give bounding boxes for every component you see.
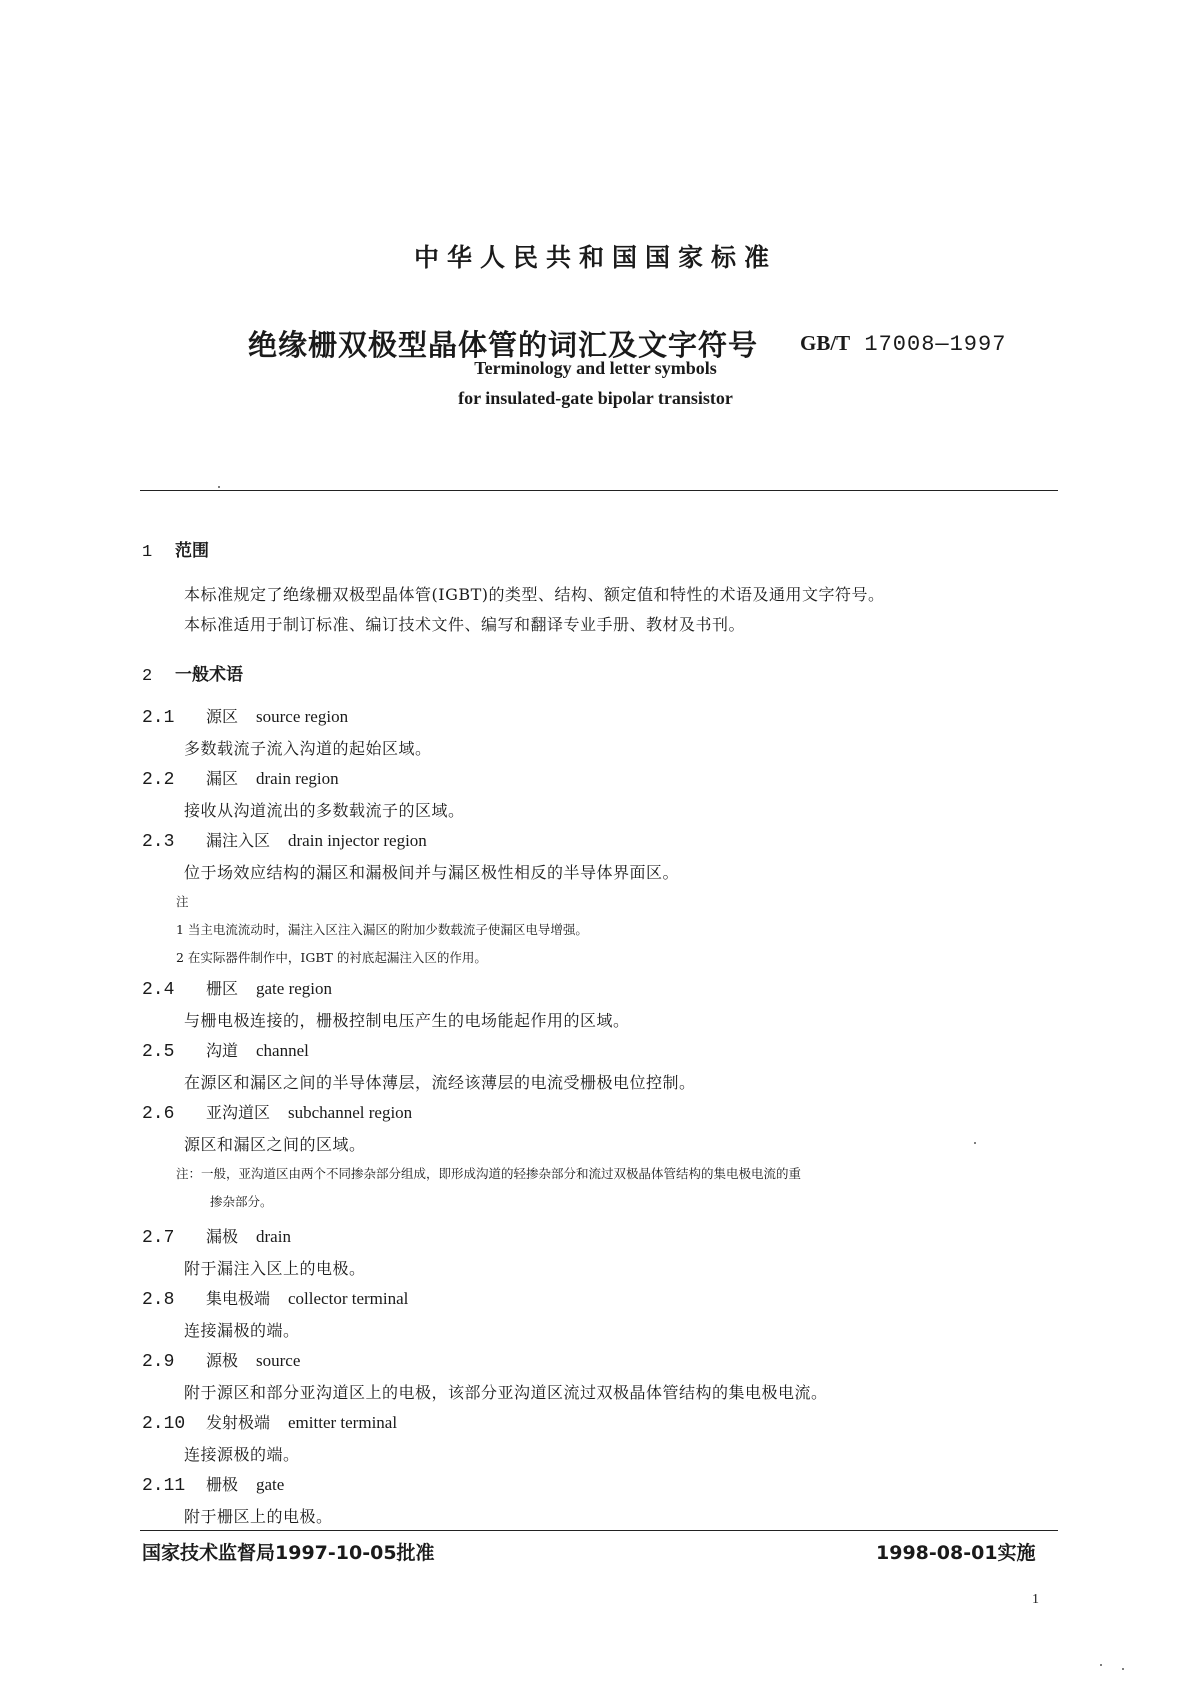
term-chinese: 源区 (206, 707, 239, 726)
term-definition: 源区和漏区之间的区域。 (184, 1135, 366, 1154)
note-item: 2 在实际器件制作中，IGBT 的衬底起漏注入区的作用。 (176, 950, 487, 965)
standard-title-chinese: 绝缘栅双极型晶体管的词汇及文字符号 (248, 328, 759, 362)
approval-date: 国家技术监督局1997-10-05批准 (142, 1542, 435, 1564)
scan-speck (1100, 1664, 1102, 1666)
term-definition: 位于场效应结构的漏区和漏极间并与漏区极性相反的半导体界面区。 (184, 863, 680, 882)
term-chinese: 发射极端 (206, 1413, 271, 1432)
scan-speck (1122, 1668, 1124, 1670)
note-item: 1 当主电流流动时，漏注入区注入漏区的附加少数载流子使漏区电导增强。 (176, 922, 588, 937)
standard-title-english-line2: for insulated-gate bipolar transistor (458, 388, 733, 408)
term-chinese: 栅区 (206, 979, 239, 998)
term-entry (142, 1348, 300, 1372)
term-definition: 与栅电极连接的，栅极控制电压产生的电场能起作用的区域。 (184, 1011, 630, 1030)
term-number: 2.1 (142, 708, 175, 728)
term-chinese: 漏区 (206, 769, 239, 788)
term-definition: 多数载流子流入沟道的起始区域。 (184, 739, 432, 758)
term-number: 2.4 (142, 980, 175, 1000)
scope-paragraph-2: 本标准适用于制订标准、编订技术文件、编写和翻译专业手册、教材及书刊。 (184, 615, 746, 634)
term-english: emitter terminal (288, 1413, 398, 1432)
scan-speck (974, 1142, 976, 1144)
standard-number (800, 331, 1006, 357)
standard-code: 17008—1997 (850, 332, 1007, 357)
term-definition: 连接漏极的端。 (184, 1321, 300, 1340)
term-definition: 在源区和漏区之间的半导体薄层，流经该薄层的电流受栅极电位控制。 (184, 1073, 696, 1092)
term-english: gate region (256, 979, 333, 998)
scan-speck (218, 486, 220, 488)
term-number: 2.2 (142, 770, 175, 790)
term-definition: 附于栅区上的电极。 (184, 1507, 333, 1526)
term-chinese: 亚沟道区 (206, 1103, 271, 1122)
term-english: subchannel region (288, 1103, 413, 1122)
note-line: 注：一般，亚沟道区由两个不同掺杂部分组成，即形成沟道的轻掺杂部分和流过双极晶体管结构的集电极电流的重 (176, 1166, 802, 1181)
standard-prefix: GB/T (800, 331, 851, 355)
page-number: 1 (1032, 1592, 1039, 1607)
term-chinese: 集电极端 (206, 1289, 271, 1308)
term-definition: 附于漏注入区上的电极。 (184, 1259, 366, 1278)
term-number: 2.5 (142, 1042, 175, 1062)
term-chinese: 栅极 (206, 1475, 239, 1494)
term-chinese: 漏极 (206, 1227, 239, 1246)
term-number: 2.7 (142, 1228, 175, 1248)
term-number: 2.3 (142, 832, 175, 852)
section-title: 范围 (175, 541, 209, 561)
term-number: 2.6 (142, 1104, 175, 1124)
scope-paragraph-1: 本标准规定了绝缘栅双极型晶体管(IGBT)的类型、结构、额定值和特性的术语及通用文字符号。 (184, 585, 885, 604)
term-definition: 连接源极的端。 (184, 1445, 300, 1464)
term-entry (142, 1100, 412, 1124)
term-entry (142, 828, 427, 852)
term-entry (142, 1038, 309, 1062)
section-title: 一般术语 (175, 665, 243, 685)
term-entry (142, 766, 339, 790)
section-number: 1 (142, 543, 153, 562)
section-heading-general-terms (142, 660, 243, 686)
effective-date: 1998-08-01实施 (876, 1542, 1036, 1564)
note-label: 注 (176, 894, 189, 909)
section-number: 2 (142, 667, 153, 686)
term-english: drain injector region (288, 831, 427, 850)
term-chinese: 沟道 (206, 1041, 239, 1060)
header-divider (140, 490, 1058, 491)
footer-divider (140, 1530, 1058, 1531)
term-definition: 接收从沟道流出的多数载流子的区域。 (184, 801, 465, 820)
term-definition: 附于源区和部分亚沟道区上的电极，该部分亚沟道区流过双极晶体管结构的集电极电流。 (184, 1383, 828, 1402)
term-english: source (256, 1351, 301, 1370)
term-number: 2.10 (142, 1414, 186, 1434)
standard-title-english-line1: Terminology and letter symbols (474, 358, 717, 378)
term-entry (142, 976, 332, 1000)
term-chinese: 源极 (206, 1351, 239, 1370)
term-number: 2.8 (142, 1290, 175, 1310)
term-english: channel (256, 1041, 309, 1060)
term-english: drain region (256, 769, 339, 788)
term-entry (142, 1472, 284, 1496)
issuing-nation-heading: 中华人民共和国国家标准 (413, 243, 777, 272)
term-english: source region (256, 707, 349, 726)
term-entry (142, 1286, 408, 1310)
term-entry (142, 1224, 291, 1248)
note-line-continuation: 掺杂部分。 (210, 1194, 273, 1209)
term-number: 2.9 (142, 1352, 175, 1372)
term-entry (142, 704, 348, 728)
term-number: 2.11 (142, 1476, 186, 1496)
term-chinese: 漏注入区 (206, 831, 271, 850)
term-entry (142, 1410, 397, 1434)
term-english: drain (256, 1227, 291, 1246)
term-english: gate (256, 1475, 285, 1494)
section-heading-scope (142, 536, 209, 562)
term-english: collector terminal (288, 1289, 409, 1308)
